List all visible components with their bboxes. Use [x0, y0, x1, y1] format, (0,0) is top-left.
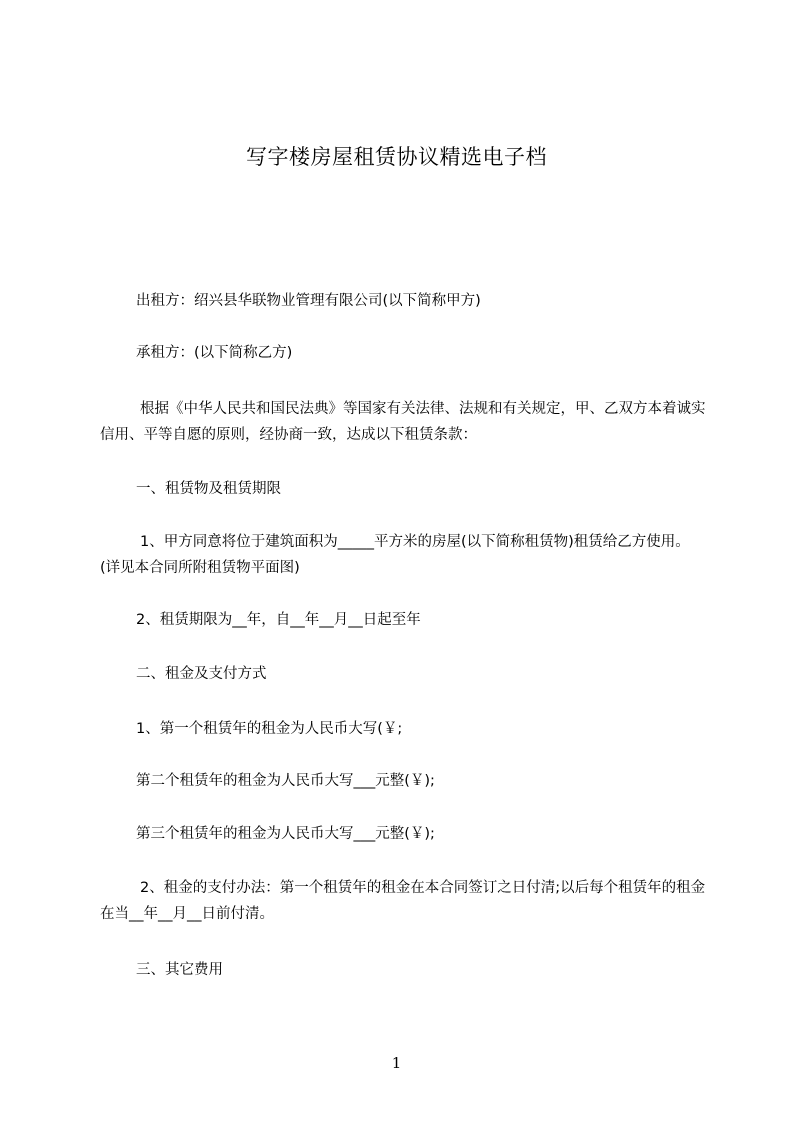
paragraph-clause-2-1: 1、第一个租赁年的租金为人民币大写(￥;	[136, 721, 403, 737]
paragraph-preamble: 根据《中华人民共和国民法典》等国家有关法律、法规和有关规定，甲、乙双方本着诚实信用、平等自愿的原则，经协商一致，达成以下租赁条款：	[100, 401, 706, 443]
paragraph-rent-year-2: 第二个租赁年的租金为人民币大写___元整(￥);	[136, 773, 435, 789]
paragraph-clause-1-1: 1、甲方同意将位于建筑面积为_____平方米的房屋(以下简称租赁物)租赁给乙方使用。(详见本合同所附租赁物平面图)	[100, 534, 690, 576]
section-heading-2: 二、租金及支付方式	[136, 666, 267, 682]
section-heading-1: 一、租赁物及租赁期限	[136, 481, 281, 497]
paragraph-lessor: 出租方：绍兴县华联物业管理有限公司(以下简称甲方)	[136, 293, 481, 309]
paragraph-clause-1-2: 2、租赁期限为__年，自__年__月__日起至年	[136, 612, 421, 628]
paragraph-lessee: 承租方：(以下简称乙方)	[136, 345, 293, 361]
section-heading-3: 三、其它费用	[136, 962, 223, 978]
document-title: 写字楼房屋租赁协议精选电子档	[246, 145, 547, 169]
paragraph-rent-year-3: 第三个租赁年的租金为人民币大写___元整(￥);	[136, 826, 435, 842]
page-number: 1	[391, 1054, 402, 1072]
paragraph-clause-2-2: 2、租金的支付办法：第一个租赁年的租金在本合同签订之日付清;以后每个租赁年的租金在当__年__月__日前付清。	[100, 880, 706, 922]
